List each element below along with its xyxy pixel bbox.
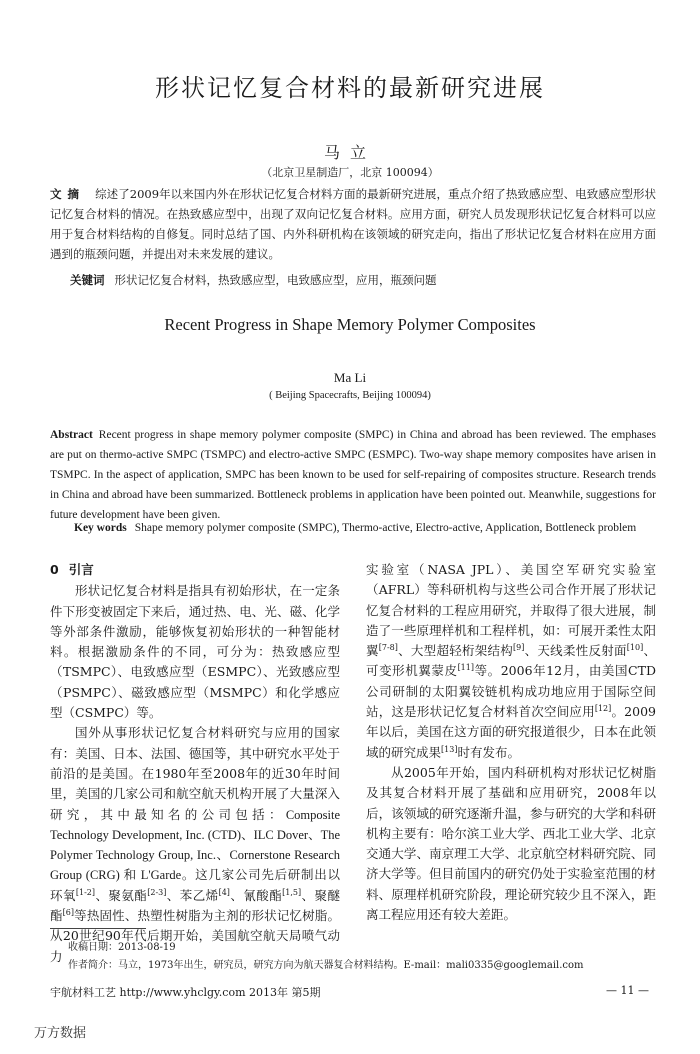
paragraph: 从2005年开始，国内科研机构对形状记忆树脂及其复合材料开展了基础和应用研究，2008年以后，该领域的研究逐渐升温，参与研究的大学和科研机构主要有：哈尔滨工业大学、西北工业大学、北京交通大学、南京理工大学、北京航空材料研究院、同济大学等。但目前国内的研究仍处于实验室范围的材料、原理样机研究阶段，理论研究较少且不深入，距离工程应用还有较大差距。 bbox=[366, 764, 656, 923]
author-name-cn: 马立 bbox=[323, 143, 376, 162]
body-column-right bbox=[366, 560, 656, 925]
footnote-author-info: 作者简介：马立，1973年出生，研究员，研究方向为航天器复合材料结构。E-mail：mali0335@googlemail.com bbox=[68, 960, 584, 971]
abstract-en bbox=[50, 425, 656, 525]
paper-title-cn: 形状记忆复合材料的最新研究进展 bbox=[155, 74, 545, 102]
footnote-received: 收稿日期：2013-08-19 bbox=[68, 942, 176, 953]
abstract-cn bbox=[50, 184, 656, 264]
abstract-label-cn: 文摘 bbox=[50, 187, 86, 201]
citation: [13] bbox=[441, 744, 458, 754]
citation: [1,5] bbox=[282, 887, 302, 897]
keywords-label-en: Key words bbox=[74, 522, 127, 534]
journal-footer: 宇航材料工艺 http://www.yhclgy.com 2013年 第5期 bbox=[50, 986, 321, 999]
citation: [10] bbox=[626, 643, 644, 653]
citation: [11] bbox=[457, 663, 474, 673]
citation: [6] bbox=[62, 907, 75, 917]
abstract-text-en: Recent progress in shape memory polymer composite (SMPC) in China and abroad has been reviewed. The emphases are put on thermo-active SMPC (TSMPC) and electro-active SMPC (ESMPC). Two-way shape memory composites have arisen in TSMPC. In the aspect of application, SMPC has been known to be used for self-repairing of composites structure. Research trends in China and abroad have been summarized. Bottleneck problems in application have been pointed out. Meanwhile, suggestions for future development have been given. bbox=[50, 429, 656, 521]
paragraph: 形状记忆复合材料是指具有初始形状，在一定条件下形变被固定下来后，通过热、电、光、磁、化学等外部条件激励，能够恢复初始形状的一种智能材料。根据激励条件的不同，可分为：热致感应型（TSMPC）、电致感应型（ESMPC）、光致感应型（PSMPC）、磁致感应型（MSMPC）和化学感应型（CSMPC）等。 bbox=[50, 583, 340, 721]
paper-title-en: Recent Progress in Shape Memory Polymer Composites bbox=[164, 315, 536, 334]
paragraph: 国外从事形状记忆复合材料研究与应用的国家有：美国、日本、法国、德国等，其中研究水平处于前沿的是美国。在1980年至2008年的近30年时间里，美国的几家公司和航空航天机构开展了大量深入研究，其中最知名的公司包括：Composite Technology Development, Inc. (CTD)、ILC Dover、The Polymer Technology Group, Inc.、Cornerstone Research Group (CRG) 和 L'Garde。这几家公司先后研制出以环氧[1-2]、聚氨酯[2-3]、苯乙烯[4]、氰酸酯[1,5]、聚醚酯[6]等热固性、热塑性树脂为主剂的形状记忆树脂。从20世纪90年代后期开始，美国航空航天局喷气动力 bbox=[50, 725, 341, 964]
citation: [2-3] bbox=[147, 887, 167, 897]
citation: [12] bbox=[594, 703, 612, 713]
citation: [9] bbox=[513, 643, 525, 653]
keywords-text-cn: 形状记忆复合材料，热致感应型，电致感应型，应用，瓶颈问题 bbox=[114, 273, 437, 287]
watermark: 万方数据 bbox=[34, 1026, 87, 1041]
citation: [1-2] bbox=[75, 887, 96, 897]
keywords-en bbox=[74, 522, 664, 534]
footnote-divider bbox=[50, 928, 146, 929]
abstract-label-en: Abstract bbox=[50, 429, 93, 441]
body-column-left bbox=[50, 560, 340, 967]
abstract-text-cn: 综述了2009年以来国内外在形状记忆复合材料方面的最新研究进展，重点介绍了热致感应型、电致感应型形状记忆复合材料的情况。在热致感应型中，出现了双向记忆复合材料。应用方面，研究人员发现形状记忆复合材料可以应用于复合材料结构的自修复。同时总结了国、内外科研机构在该领域的研究走向，指出了形状记忆复合材料在应用方面遇到的瓶颈问题，并提出对未来发展的建议。 bbox=[50, 187, 657, 261]
citation: [7-8] bbox=[378, 643, 398, 653]
section-title: 引言 bbox=[68, 562, 94, 577]
paragraph: 实验室（NASA JPL）、美国空军研究实验室（AFRL）等科研机构与这些公司合作开展了形状记忆复合材料的工程应用研究，并取得了很大进展，制造了一些原理样机和工程样机，如：可展开柔性太阳翼[7-8]、大型超轻桁架结构[9]、天线柔性反射面[10]、可变形机翼蒙皮[11]等。2006年12月，由美国CTD公司研制的太阳翼铰链机构成功地应用于国际空间站，这是形状记忆复合材料首次空间应用[12]。2009年以后，美国在这方面的研究报道很少，日本在此领域的研究成果[13]时有发布。 bbox=[366, 562, 656, 760]
section-number: 0 bbox=[50, 562, 59, 577]
citation: [4] bbox=[218, 887, 230, 897]
keywords-cn bbox=[70, 272, 660, 288]
section-heading bbox=[50, 560, 340, 580]
affiliation-en: ( Beijing Spacecrafts, Beijing 100094) bbox=[269, 390, 431, 401]
keywords-label-cn: 关键词 bbox=[70, 273, 105, 287]
author-name-en: Ma Li bbox=[333, 370, 367, 385]
affiliation-cn: （北京卫星制造厂，北京 100094） bbox=[261, 166, 439, 179]
page-number: — 11 — bbox=[606, 984, 649, 997]
keywords-text-en: Shape memory polymer composite (SMPC), Thermo-active, Electro-active, Application, Bottleneck problem bbox=[134, 522, 637, 534]
